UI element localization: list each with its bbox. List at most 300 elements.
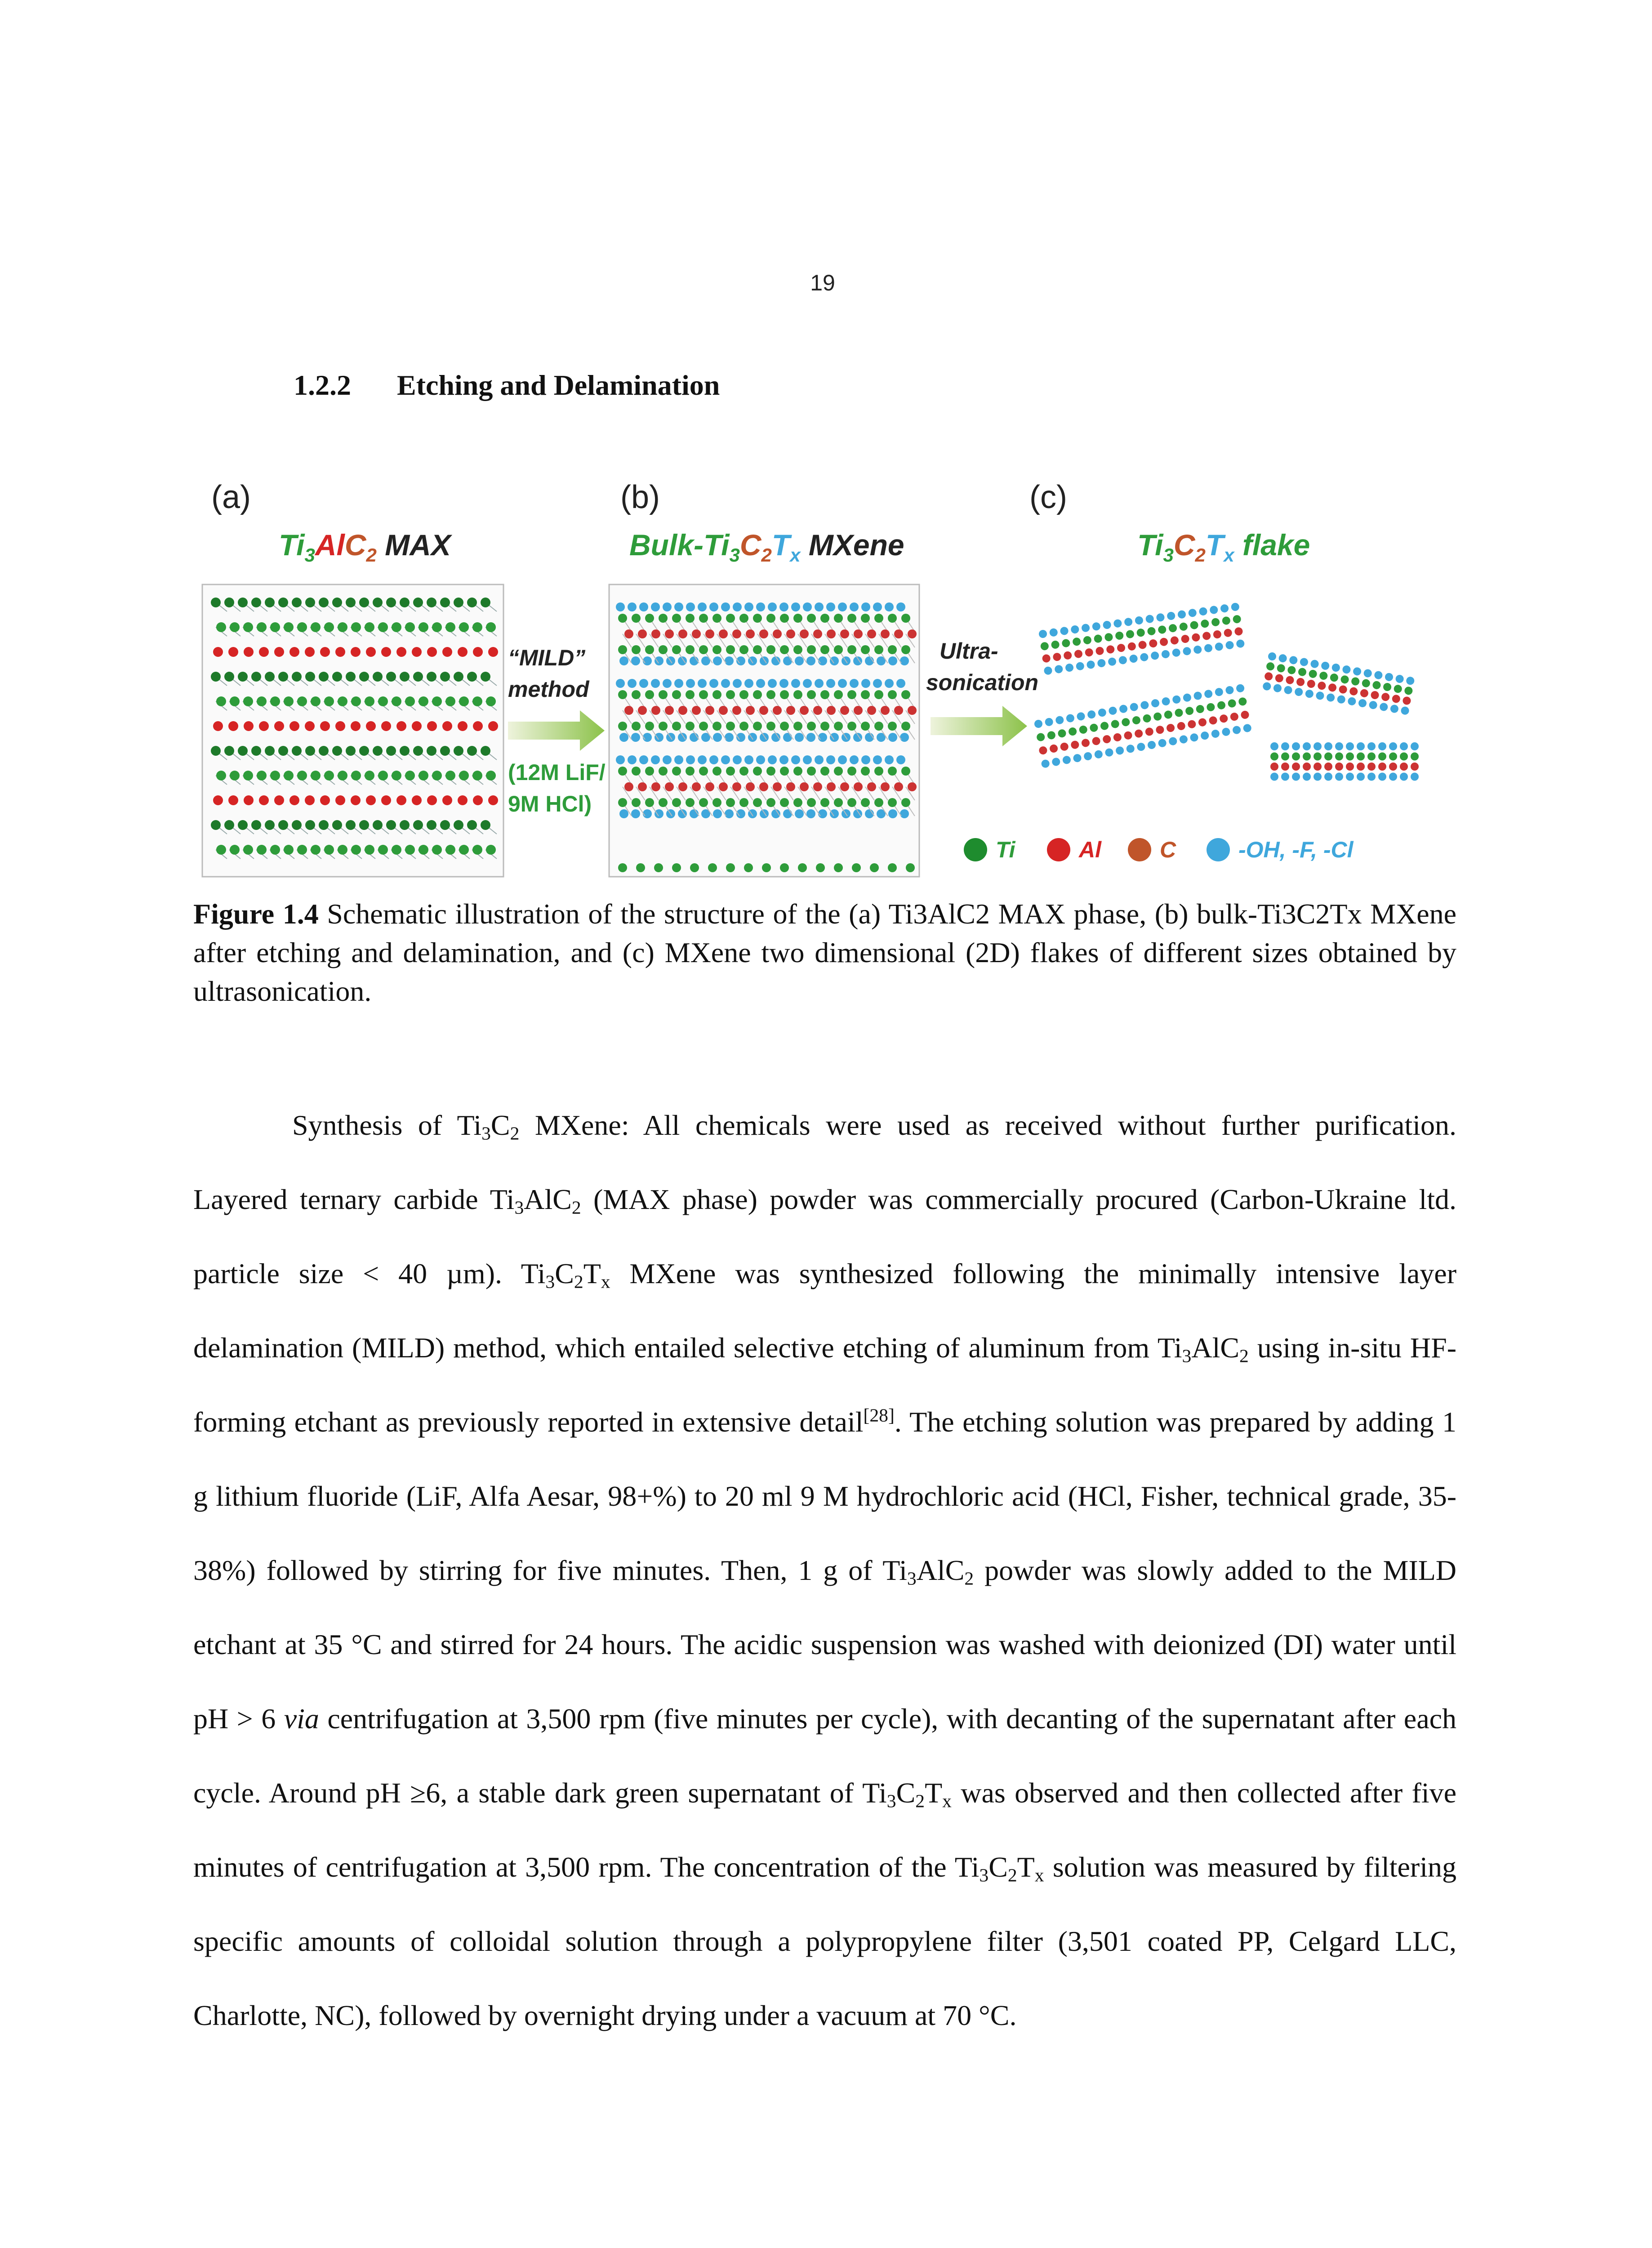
- atom: [733, 602, 742, 611]
- max-phase-structure: [202, 584, 503, 877]
- atom: [1299, 657, 1309, 667]
- atom: [672, 798, 681, 807]
- atom: [632, 645, 641, 654]
- atom: [1308, 669, 1318, 678]
- atom: [768, 602, 777, 611]
- atom: [373, 746, 383, 756]
- atom: [278, 672, 288, 682]
- atom: [674, 679, 683, 688]
- atom: [847, 798, 856, 807]
- atom: [1113, 732, 1122, 742]
- atom: [1126, 744, 1135, 754]
- atom: [297, 771, 307, 781]
- atom: [1303, 773, 1311, 781]
- atom: [238, 598, 248, 607]
- atom: [834, 722, 843, 731]
- atom: [786, 706, 795, 715]
- legend-ti-swatch: [964, 838, 987, 861]
- text-run: using in-situ HF-forming etchant as previously reported in extensive detail: [193, 1332, 1457, 1438]
- atom: [432, 622, 442, 632]
- atom: [1180, 634, 1189, 643]
- atom: [1038, 629, 1047, 638]
- atom: [1266, 662, 1275, 671]
- atom: [793, 614, 802, 623]
- atom: [459, 696, 469, 706]
- atom: [1083, 752, 1093, 761]
- atom: [1145, 614, 1154, 623]
- atom: [1061, 638, 1070, 647]
- atom: [686, 645, 695, 654]
- atom: [1326, 693, 1336, 702]
- atom: [834, 614, 843, 623]
- atom: [1147, 740, 1157, 750]
- atom: [820, 798, 829, 807]
- atom: [488, 795, 498, 805]
- atom: [427, 795, 437, 805]
- atom: [686, 614, 695, 623]
- atom: [1236, 639, 1245, 648]
- atom: [292, 598, 302, 607]
- atom: [351, 696, 361, 706]
- atom: [906, 863, 915, 872]
- atom: [756, 679, 765, 688]
- atom: [1193, 691, 1202, 700]
- atom: [1073, 754, 1082, 763]
- atom: [901, 722, 910, 731]
- atom: [1411, 753, 1419, 761]
- bulk-mxene-structure: [609, 584, 919, 877]
- atom: [686, 602, 695, 611]
- atom: [908, 706, 917, 715]
- atom: [800, 782, 809, 791]
- atom: [230, 696, 240, 706]
- atom: [783, 809, 792, 818]
- atom: [847, 690, 856, 699]
- atom: [1151, 699, 1160, 708]
- atom: [488, 721, 498, 731]
- atom: [1076, 662, 1085, 671]
- atom: [881, 629, 890, 638]
- atom: [779, 755, 788, 764]
- atom: [780, 614, 789, 623]
- text-run: All chemicals were used as received without further purification. Layered ternary carbide Ti: [193, 1109, 1457, 1215]
- atom: [1108, 706, 1118, 715]
- atom: [467, 598, 477, 607]
- legend-terminations-label: -OH, -F, -Cl: [1238, 837, 1354, 862]
- atom: [1329, 673, 1339, 682]
- atom: [631, 656, 640, 665]
- atom: [1091, 736, 1101, 746]
- atom: [1324, 742, 1332, 750]
- atom: [458, 721, 468, 731]
- atom: [643, 809, 652, 818]
- atom: [216, 845, 226, 855]
- atom: [659, 690, 668, 699]
- atom: [320, 647, 330, 657]
- atom: [759, 782, 768, 791]
- atom: [1188, 608, 1197, 617]
- legend-c-swatch: [1128, 838, 1151, 861]
- legend-c-label: C: [1160, 837, 1176, 862]
- atom: [213, 647, 223, 657]
- atom: [712, 614, 721, 623]
- atom: [1389, 753, 1397, 761]
- atom: [1222, 616, 1231, 625]
- atom: [1100, 721, 1109, 731]
- atom: [766, 767, 775, 776]
- atom: [888, 614, 897, 623]
- atom: [1231, 602, 1240, 611]
- atom: [1156, 613, 1165, 622]
- atom: [432, 771, 442, 781]
- atom: [885, 679, 894, 688]
- atom: [699, 614, 708, 623]
- atom: [1086, 660, 1095, 669]
- atom: [1303, 753, 1311, 761]
- atom: [472, 771, 482, 781]
- atom: [645, 767, 654, 776]
- atom: [1331, 663, 1340, 673]
- atom: [1097, 708, 1107, 718]
- atom: [1060, 626, 1069, 635]
- atom: [228, 795, 238, 805]
- atom: [1242, 723, 1252, 733]
- atom: [427, 746, 436, 756]
- atom: [762, 863, 771, 872]
- atom: [820, 614, 829, 623]
- atom: [692, 782, 701, 791]
- atom: [725, 656, 734, 665]
- atom: [467, 820, 477, 830]
- atom: [1270, 753, 1278, 761]
- atom: [1296, 677, 1305, 687]
- atom: [359, 820, 369, 830]
- atom: [1215, 642, 1224, 651]
- atom: [413, 672, 423, 682]
- atom: [365, 771, 374, 781]
- atom: [619, 809, 628, 818]
- atom: [1072, 637, 1081, 646]
- panel-a-title: $Ti_3AlC_2$ MAX: [279, 528, 451, 566]
- atom: [698, 602, 707, 611]
- atom: [1268, 652, 1277, 661]
- atom: [1389, 742, 1397, 750]
- atom: [783, 656, 792, 665]
- atom: [815, 679, 824, 688]
- atom: [351, 845, 361, 855]
- atom: [654, 863, 663, 872]
- atom: [705, 629, 714, 638]
- atom: [721, 755, 730, 764]
- atom: [813, 782, 822, 791]
- atom: [759, 706, 768, 715]
- atom: [305, 647, 315, 657]
- atom: [230, 845, 240, 855]
- atom: [840, 782, 849, 791]
- atom: [793, 767, 802, 776]
- atom: [338, 622, 347, 632]
- atom: [760, 733, 769, 742]
- atom: [381, 647, 391, 657]
- panel-b-title: Bulk-$Ti_3C_2T_x$ MXene: [629, 528, 904, 566]
- atom: [472, 622, 482, 632]
- atom: [850, 755, 859, 764]
- atom: [631, 809, 640, 818]
- atom: [1172, 648, 1181, 657]
- atom: [712, 645, 721, 654]
- atom: [1378, 763, 1386, 771]
- atom: [678, 782, 687, 791]
- atom: [618, 645, 627, 654]
- atom: [324, 845, 334, 855]
- atom: [359, 672, 369, 682]
- atom: [1057, 729, 1067, 738]
- atom: [270, 622, 280, 632]
- atom: [320, 721, 330, 731]
- atom: [1070, 740, 1080, 749]
- atom: [854, 782, 863, 791]
- atom: [807, 645, 816, 654]
- atom: [712, 798, 721, 807]
- atom: [1172, 695, 1181, 704]
- atom: [1310, 659, 1319, 669]
- atom: [1049, 744, 1059, 753]
- atom: [1381, 692, 1390, 702]
- atom: [1346, 753, 1354, 761]
- atom: [351, 647, 361, 657]
- atom: [643, 656, 652, 665]
- atom: [894, 706, 903, 715]
- flake: [1038, 602, 1245, 675]
- atom: [861, 679, 870, 688]
- atom: [467, 672, 477, 682]
- atom: [847, 645, 856, 654]
- atom: [228, 721, 238, 731]
- text-run: was observed and then collected after five minutes of centrifugation at 3,500 rpm. The concentration of the Ti: [193, 1777, 1457, 1883]
- atom: [827, 706, 836, 715]
- atom: [867, 782, 876, 791]
- atom: [1055, 715, 1064, 725]
- atom: [373, 672, 383, 682]
- atom: [1060, 742, 1069, 751]
- atom: [725, 809, 734, 818]
- atom: [211, 598, 221, 607]
- text-run: AlC: [524, 1183, 572, 1215]
- atom: [270, 845, 280, 855]
- atom: [365, 696, 374, 706]
- atom: [1262, 682, 1272, 691]
- atom: [1315, 691, 1325, 700]
- atom: [405, 771, 415, 781]
- atom: [739, 614, 748, 623]
- atom: [284, 845, 294, 855]
- atom: [1110, 719, 1120, 729]
- atom: [726, 767, 735, 776]
- atom: [1378, 753, 1386, 761]
- atom: [628, 679, 637, 688]
- atom: [1324, 773, 1332, 781]
- atom: [672, 722, 681, 731]
- atom: [332, 672, 342, 682]
- atom: [1281, 753, 1289, 761]
- atom: [274, 721, 284, 731]
- atom: [645, 614, 654, 623]
- atom: [632, 690, 641, 699]
- atom: [1289, 656, 1298, 665]
- atom: [818, 656, 827, 665]
- atom: [481, 672, 490, 682]
- atom: [486, 845, 496, 855]
- atom: [459, 845, 469, 855]
- atom: [1163, 710, 1173, 719]
- atom: [826, 679, 835, 688]
- atom: [297, 696, 307, 706]
- atom: [1149, 639, 1158, 648]
- atom: [632, 614, 641, 623]
- atom: [224, 598, 234, 607]
- atom: [908, 782, 917, 791]
- atom: [412, 795, 422, 805]
- atom: [1351, 677, 1360, 686]
- atom: [699, 767, 708, 776]
- flake: [1034, 683, 1252, 768]
- atom: [753, 798, 762, 807]
- atom: [338, 696, 347, 706]
- atom: [292, 746, 302, 756]
- atom: [874, 614, 883, 623]
- figure-1-4: [198, 472, 1456, 886]
- atom: [1368, 700, 1378, 710]
- atom: [472, 845, 482, 855]
- atom: [780, 690, 789, 699]
- atom: [400, 672, 410, 682]
- atom: [854, 706, 863, 715]
- atom: [243, 771, 253, 781]
- atom: [1321, 661, 1330, 670]
- atom: [1385, 672, 1394, 682]
- atom: [847, 614, 856, 623]
- atom: [1372, 680, 1381, 690]
- atom: [645, 722, 654, 731]
- atom: [1404, 686, 1413, 696]
- atom: [651, 706, 660, 715]
- atom: [861, 645, 870, 654]
- flake: [1270, 742, 1419, 781]
- atom: [1150, 651, 1159, 660]
- atom: [773, 782, 782, 791]
- arrow2-line1: Ultra-: [940, 638, 998, 664]
- atom: [873, 755, 882, 764]
- atom: [366, 795, 376, 805]
- panel-c-letter: (c): [1029, 479, 1067, 515]
- atom: [366, 647, 376, 657]
- atom: [251, 672, 261, 682]
- atom: [838, 679, 847, 688]
- atom: [672, 767, 681, 776]
- atom: [663, 602, 672, 611]
- atom: [766, 798, 775, 807]
- atom: [1076, 712, 1086, 721]
- atom: [238, 820, 248, 830]
- atom: [1411, 773, 1419, 781]
- atom: [351, 795, 361, 805]
- atom: [481, 746, 490, 756]
- atom: [289, 647, 299, 657]
- atom: [1193, 645, 1202, 654]
- atom: [744, 863, 753, 872]
- atom: [813, 706, 822, 715]
- atom: [346, 598, 356, 607]
- atom: [779, 679, 788, 688]
- atom: [1092, 622, 1101, 631]
- atom: [259, 795, 269, 805]
- atom: [861, 767, 870, 776]
- atom: [366, 721, 376, 731]
- legend-al-swatch: [1047, 838, 1070, 861]
- atom: [278, 746, 288, 756]
- atom: [1159, 638, 1168, 647]
- atom: [224, 746, 234, 756]
- atom: [793, 690, 802, 699]
- atom: [1342, 665, 1351, 674]
- atom: [807, 767, 816, 776]
- atom: [213, 721, 223, 731]
- atom: [850, 679, 859, 688]
- atom: [800, 706, 809, 715]
- atom: [699, 722, 708, 731]
- atom: [1317, 681, 1327, 691]
- atom: [224, 820, 234, 830]
- atom: [873, 602, 882, 611]
- atom: [1281, 742, 1289, 750]
- atom: [1208, 716, 1218, 725]
- atom: [1174, 708, 1184, 718]
- atom: [827, 629, 836, 638]
- atom: [624, 782, 633, 791]
- atom: [766, 614, 775, 623]
- atom: [400, 746, 410, 756]
- atom: [1065, 663, 1074, 672]
- atom: [756, 602, 765, 611]
- atom: [1324, 753, 1332, 761]
- atom: [1221, 727, 1231, 736]
- atom: [392, 696, 401, 706]
- atom: [332, 746, 342, 756]
- atom: [1121, 718, 1131, 727]
- atom: [888, 733, 897, 742]
- atom: [1273, 683, 1282, 693]
- atom: [1136, 628, 1145, 637]
- atom: [346, 820, 356, 830]
- atom: [881, 782, 890, 791]
- text-run: solution was measured by filtering specific amounts of colloidal solution through a polypropylene filter (3,501 coated PP, Celgard LLC, Charlotte, NC), followed by overnight drying under a vacuum at 70 °C.: [193, 1851, 1457, 2031]
- atom: [257, 696, 267, 706]
- mild-method-arrow: [508, 645, 606, 816]
- atom: [1224, 629, 1233, 638]
- atom: [405, 845, 415, 855]
- atom: [251, 820, 261, 830]
- atom: [427, 647, 437, 657]
- atom: [1182, 693, 1192, 702]
- atom: [1367, 773, 1376, 781]
- atom: [888, 863, 897, 872]
- atom: [1411, 763, 1419, 771]
- atom: [795, 733, 804, 742]
- atom: [739, 690, 748, 699]
- atom: [213, 795, 223, 805]
- atom: [1074, 649, 1083, 658]
- atom: [1036, 732, 1046, 742]
